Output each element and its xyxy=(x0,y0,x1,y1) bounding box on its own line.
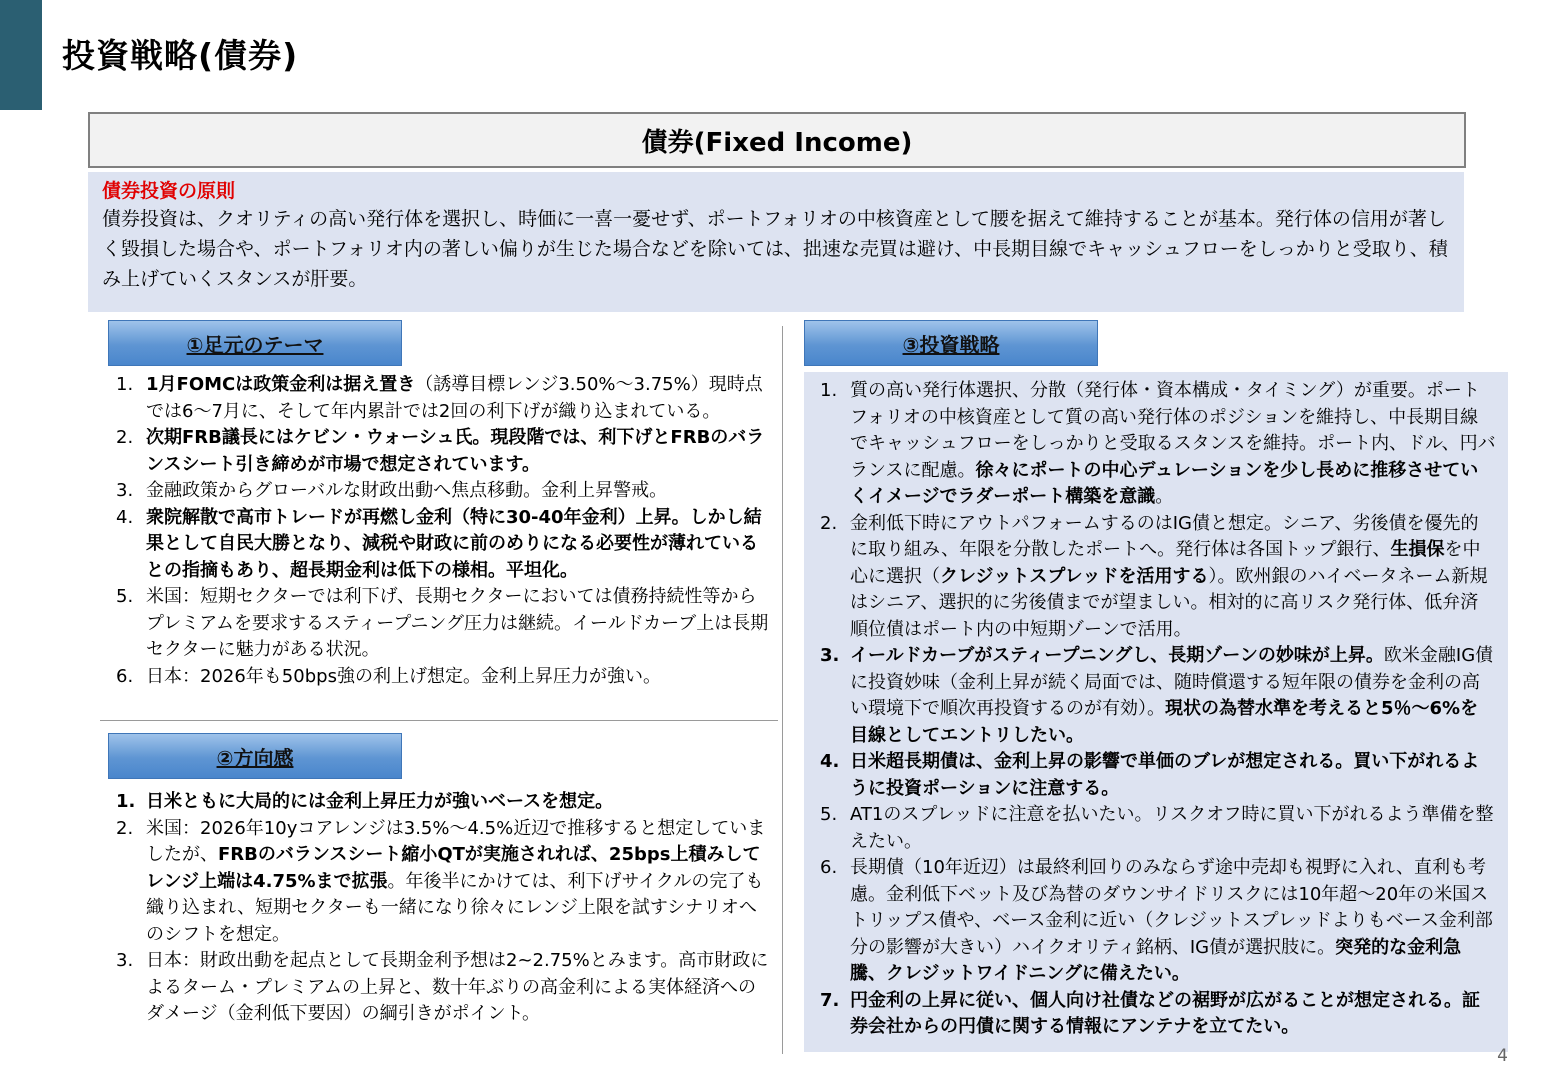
list-item: 2. 次期FRB議長にはケビン・ウォーシュ氏。現段階では、利下げとFRBのバランスシート引き締めが市場で想定されています。 xyxy=(116,427,765,475)
strategy-title: ③投資戦略 xyxy=(902,332,1000,357)
list-item: 2. 米国：2026年10yコアレンジは3.5%～4.5%近辺で推移すると想定していましたが、FRBのバランスシート縮小QTが実施されれば、25bps上積みしてレンジ上端は4.75%まで拡張。年後半にかけては、利下げサイクルの完了も織り込まれ、短期セクターも一緒になり徐々にレンジ上限を試すシナリオへのシフトを想定。 xyxy=(116,817,766,945)
page-number: 4 xyxy=(1497,1046,1508,1066)
list-item: 7. 円金利の上昇に従い、個人向け社債などの裾野が広がることが想定される。証券会社からの円債に関する情報にアンテナを立てたい。 xyxy=(820,989,1480,1037)
principle-box xyxy=(88,172,1464,312)
direction-list xyxy=(108,789,772,1028)
title-accent-bar xyxy=(0,0,42,110)
section-title: 債券(Fixed Income) xyxy=(641,127,913,158)
list-item: 2. 金利低下時にアウトパフォームするのはIG債と想定。シニア、劣後債を優先的に取り組み、年限を分散したポートへ。発行体は各国トップ銀行、生損保を中心に選択（クレジットスプレッドを活用する）。欧州銀のハイベータネーム新規はシニア、選択的に劣後債までが望ましい。相対的に高リスク発行体、低弁済順位債はポート内の中短期ゾーンで活用。 xyxy=(820,512,1488,640)
themes-title: ①足元のテーマ xyxy=(186,332,324,357)
list-item: 6. 日本：2026年も50bps強の利上げ想定。金利上昇圧力が強い。 xyxy=(116,665,661,687)
list-item: 4. 衆院解散で高市トレードが再燃し金利（特に30-40年金利）上昇。しかし結果として自民大勝となり、減税や財政に前のめりになる必要性が薄れているとの指摘もあり、超長期金利は低下の様相。平坦化。 xyxy=(116,506,762,581)
principle-body: 債券投資は、クオリティの高い発行体を選択し、時価に一喜一憂せず、ポートフォリオの中核資産として腰を据えて維持することが基本。発行体の信用が著しく毀損した場合や、ポートフォリオ内の著しい偏りが生じた場合などを除いては、拙速な売買は避け、中長期目線でキャッシュフローをしっかりと受取り、積み上げていくスタンスが肝要。 xyxy=(102,208,1448,290)
list-item: 4. 日米超長期債は、金利上昇の影響で単価のブレが想定される。買い下がれるように投資ポーションに注意する。 xyxy=(820,751,1480,799)
vertical-divider xyxy=(782,326,783,1054)
strategy-list xyxy=(812,378,1496,1041)
list-item: 5. 米国：短期セクターでは利下げ、長期セクターにおいては債務持続性等からプレミアムを要求するスティープニング圧力は継続。イールドカーブ上は長期セクターに魅力がある状況。 xyxy=(116,586,769,660)
page-title: 投資戦略(債券) xyxy=(62,36,299,75)
list-item: 1. 1月FOMCは政策金利は据え置き（誘導目標レンジ3.50%～3.75%）現時点では6～7月に、そして年内累計では2回の利下げが織り込まれている。 xyxy=(116,374,763,422)
principle-heading: 債券投資の原則 xyxy=(102,180,236,202)
direction-title: ②方向感 xyxy=(216,745,294,770)
section-banner xyxy=(88,112,1466,168)
list-item: 1. 質の高い発行体選択、分散（発行体・資本構成・タイミング）が重要。ポートフォリオの中核資産として質の高い発行体のポジションを維持し、中長期目線でキャッシュフローをしっかりと受取るスタンスを維持。ポート内、ドル、円バランスに配慮。徐々にポートの中心デュレーションを少し長めに推移させていくイメージでラダーポート構築を意識。 xyxy=(820,380,1496,507)
list-item: 3. イールドカーブがスティープニングし、長期ゾーンの妙味が上昇。欧米金融IG債に投資妙味（金利上昇が続く局面では、随時償還する短年限の債券を金利の高い環境下で順次再投資するのが有効）。現状の為替水準を考えると5％～6%を目線としてエントリしたい。 xyxy=(820,645,1494,746)
list-item: 5. AT1のスプレッドに注意を払いたい。リスクオフ時に買い下がれるよう準備を整えたい。 xyxy=(820,804,1494,852)
horizontal-divider xyxy=(100,720,778,721)
list-item: 6. 長期債（10年近辺）は最終利回りのみならず途中売却も視野に入れ、直利も考慮。金利低下ベット及び為替のダウンサイドリスクには10年超～20年の米国ストリップス債や、ベース金利に近い（クレジットスプレッドよりもベース金利部分の影響が大きい）ハイクオリティ銘柄、IG債が選択肢に。突発的な金利急騰、クレジットワイドニングに備えたい。 xyxy=(820,857,1493,984)
themes-list xyxy=(108,372,772,690)
list-item: 3. 日本：財政出動を起点として長期金利予想は2~2.75%とみます。高市財政によるターム・プレミアムの上昇と、数十年ぶりの高金利による実体経済へのダメージ（金利低下要因）の綱引きがポイント。 xyxy=(116,950,769,1024)
list-item: 3. 金融政策からグローバルな財政出動へ焦点移動。金利上昇警戒。 xyxy=(116,480,668,501)
direction-header xyxy=(108,733,402,779)
list-item: 1. 日米ともに大局的には金利上昇圧力が強いベースを想定。 xyxy=(116,791,614,812)
themes-header xyxy=(108,320,402,366)
strategy-header xyxy=(804,320,1098,366)
